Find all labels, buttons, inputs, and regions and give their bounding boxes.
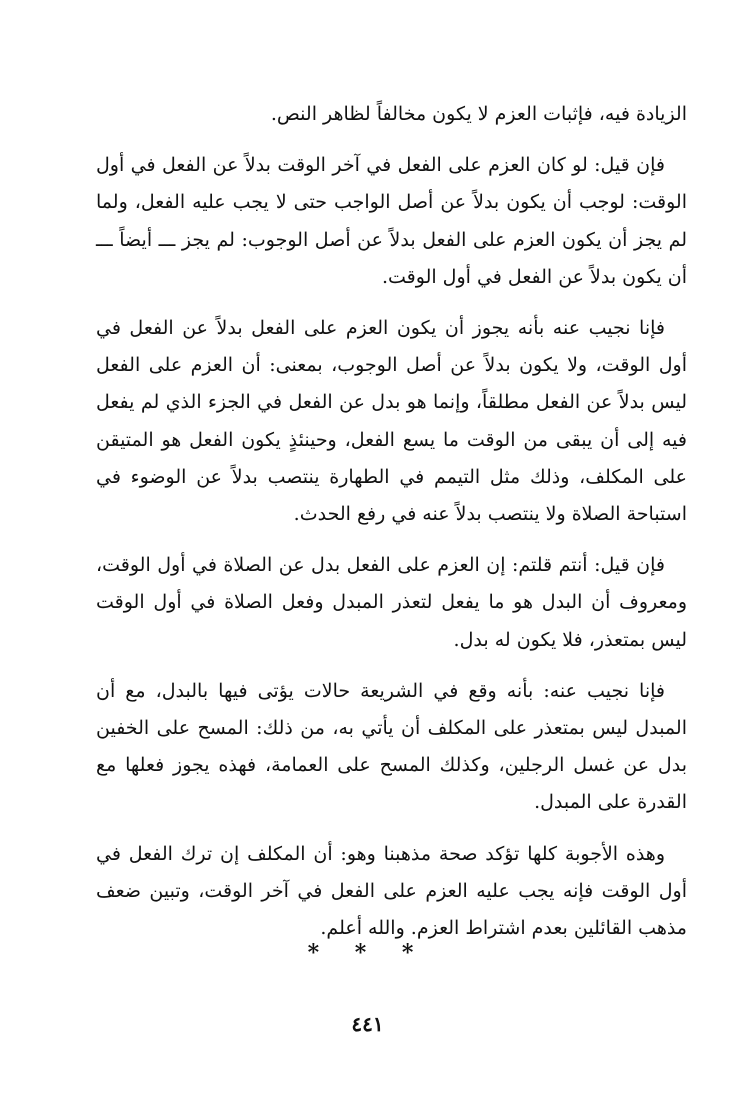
paragraph-objection-1: فإن قيل: لو كان العزم على الفعل في آخر الوقت بدلاً عن الفعل في أول الوقت: لوجب أن يكون بدلاً عن أصل الواجب حتى لا يجب عليه الفعل، ولما لم يجز أن يكون العزم على الفعل بدلاً عن أصل الوجوب: لم يجز ـــ أيضاً ـــ أن يكون بدلاً عن الفعل في أول الوقت. xyxy=(96,154,687,288)
section-separator: * * * xyxy=(307,940,428,966)
paragraph-conclusion: وهذه الأجوبة كلها تؤكد صحة مذهبنا وهو: أن المكلف إن ترك الفعل في أول الوقت فإنه يجب عليه العزم على الفعل في آخر الوقت، وتبين ضعف مذهب القائلين بعدم اشتراط العزم. والله أعلم. xyxy=(96,842,687,940)
paragraph-answer-2: فإنا نجيب عنه: بأنه وقع في الشريعة حالات يؤتى فيها بالبدل، مع أن المبدل ليس بمتعذر على المكلف أن يأتي به، من ذلك: المسح على الخفين بدل عن غسل الرجلين، وكذلك المسح على العمامة، فهذه يجوز فعلها مع القدرة على المبدل. xyxy=(96,679,687,814)
paragraph-continuation: الزيادة فيه، فإثبات العزم لا يكون مخالفاً لظاهر النص. xyxy=(270,103,687,125)
page-number: ٤٤١ xyxy=(351,1012,384,1036)
body-text xyxy=(96,96,687,961)
paragraph-answer-1: فإنا نجيب عنه بأنه يجوز أن يكون العزم على الفعل بدلاً عن الفعل في أول الوقت، ولا يكون بدلاً عن أصل الوجوب، بمعنى: أن العزم على الفعل ليس بدلاً عن الفعل مطلقاً، وإنما هو بدل عن الفعل في الجزء الذي لم يفعل فيه إلى أن يبقى من الوقت ما يسع الفعل، وحينئذٍ يكون الفعل هو المتيقن على المكلف، وذلك مثل التيمم في الطهارة ينتصب بدلاً عن الوضوء في استباحة الصلاة ولا ينتصب بدلاً عنه في رفع الحدث. xyxy=(96,317,687,526)
paragraph-objection-2: فإن قيل: أنتم قلتم: إن العزم على الفعل بدل عن الصلاة في أول الوقت، ومعروف أن البدل هو ما يفعل لتعذر المبدل وفعل الصلاة في أول الوقت ليس بمتعذر، فلا يكون له بدل. xyxy=(96,554,687,651)
